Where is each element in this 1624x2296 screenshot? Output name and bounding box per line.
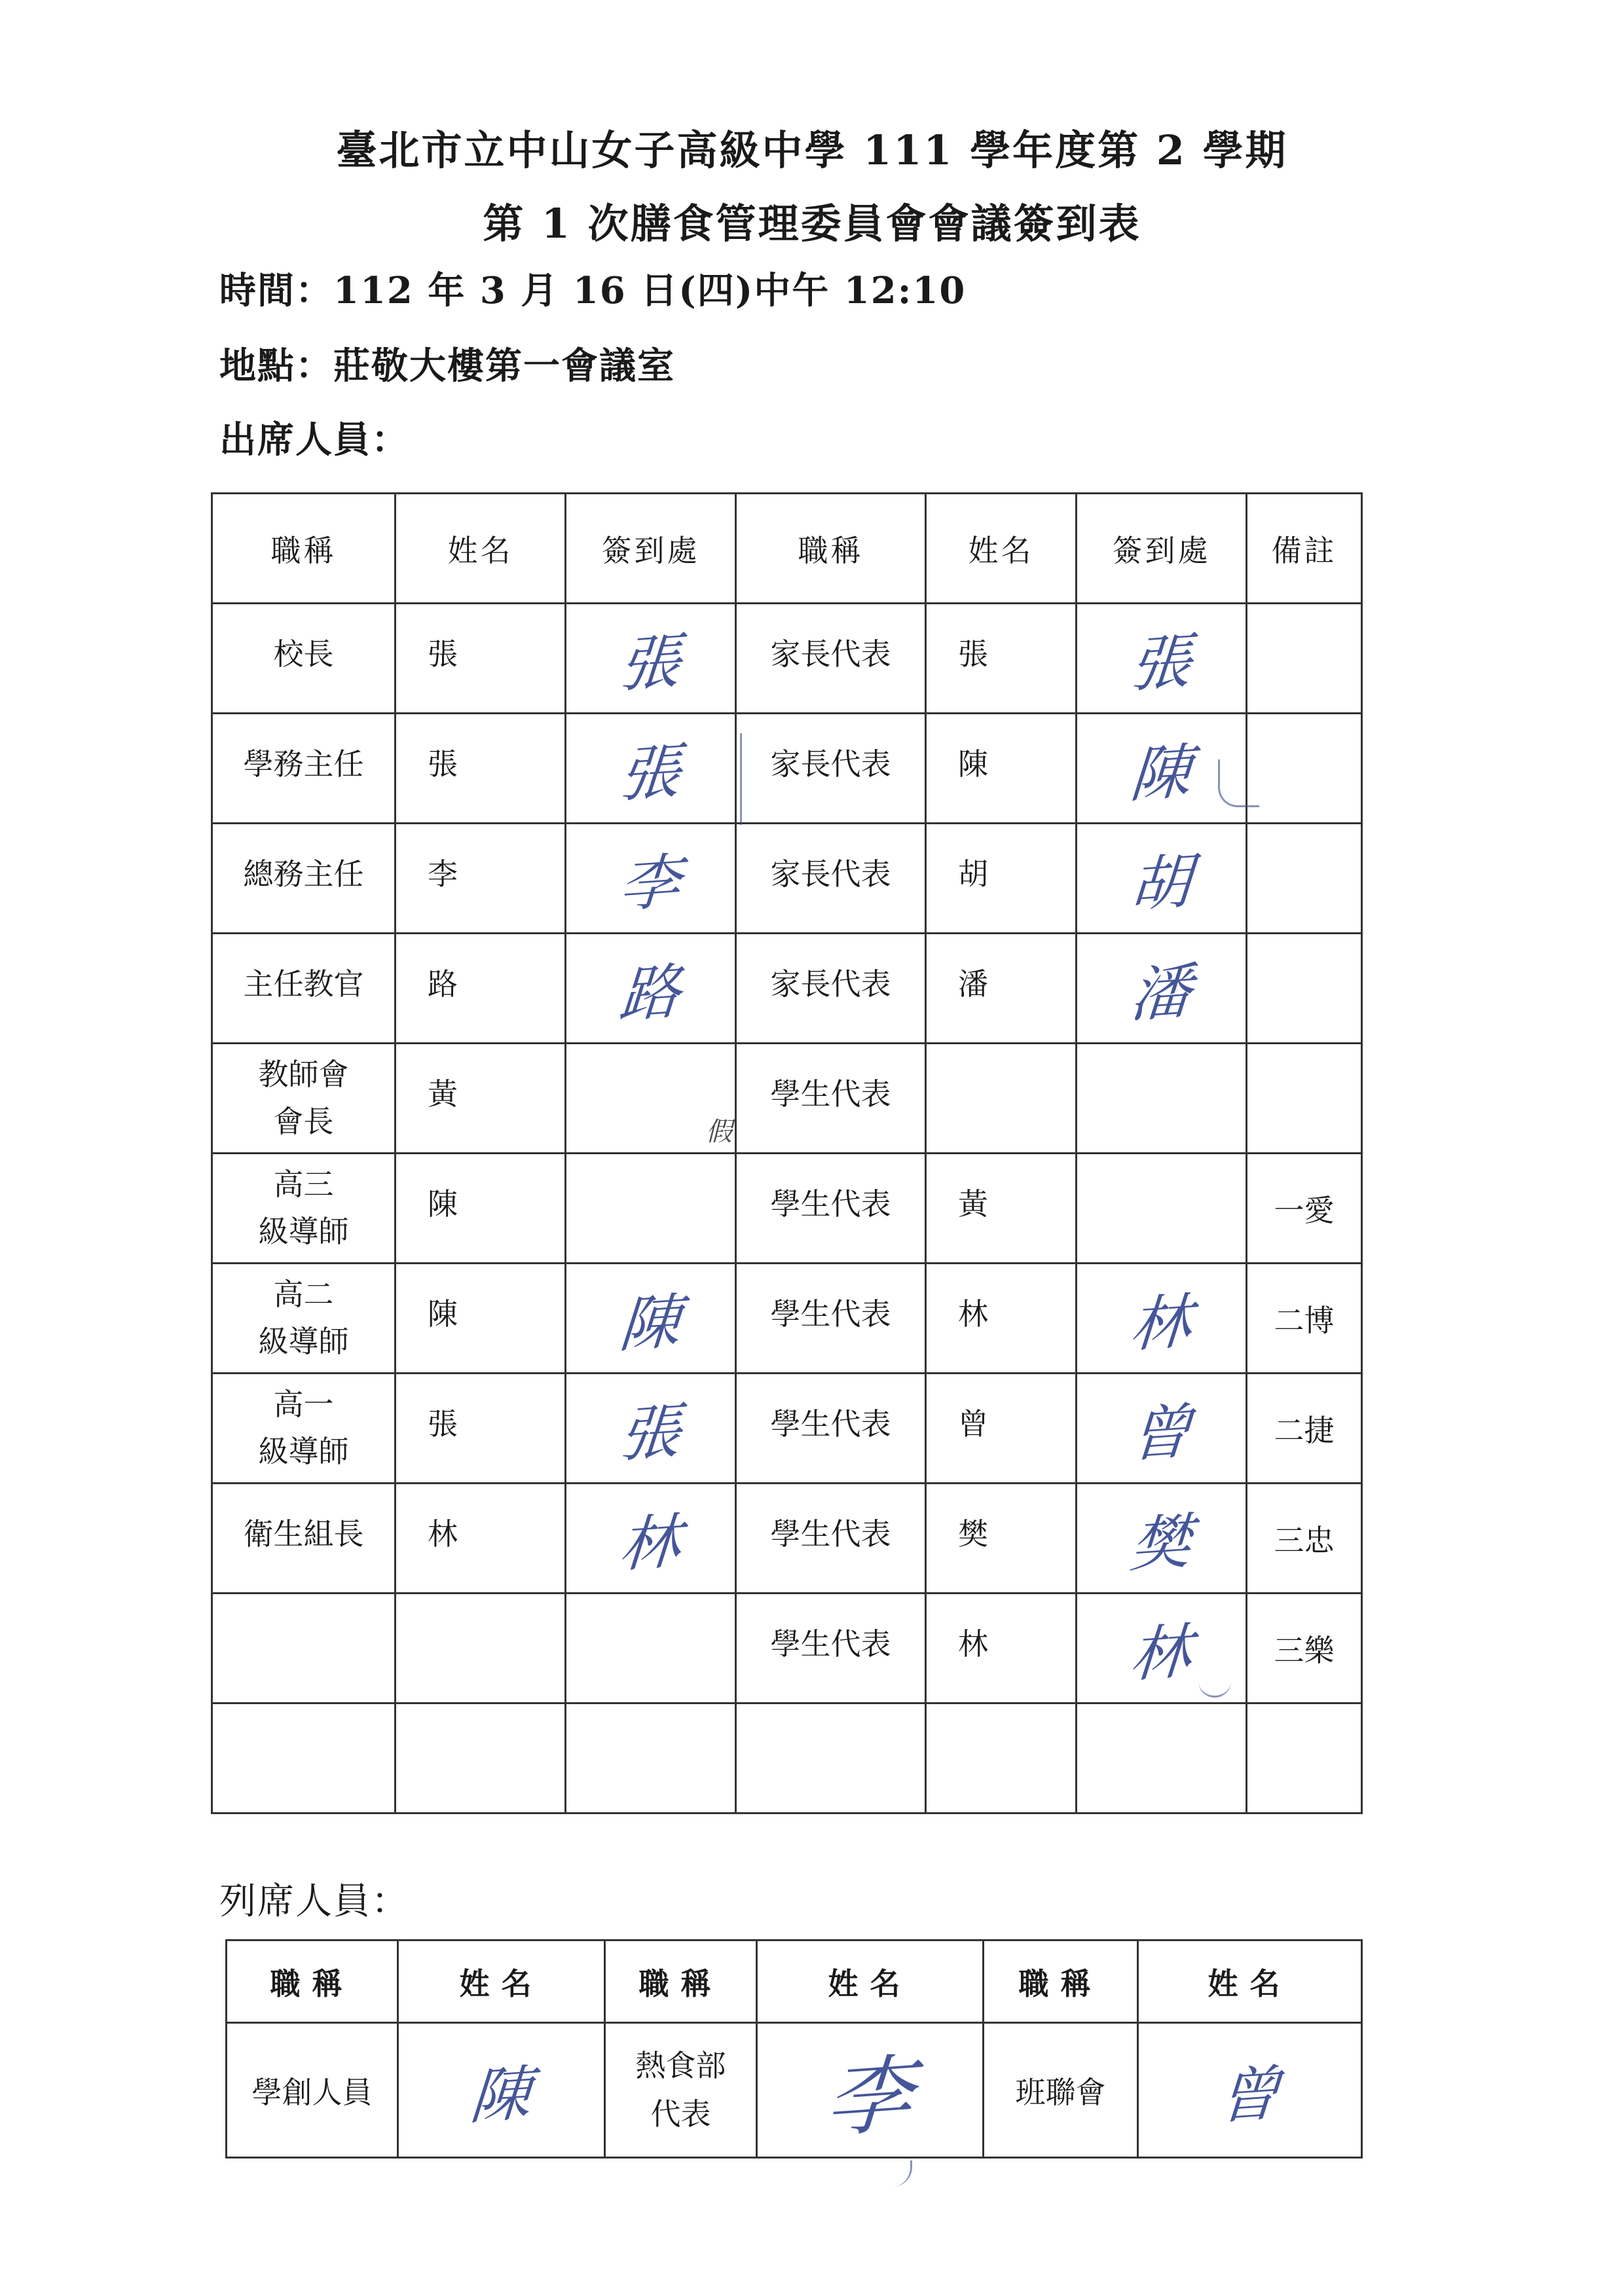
role-title: 家長代表 [736,604,926,714]
role-title: 校長 [212,604,396,714]
person-name: 黃 [396,1044,566,1154]
attendance-table [211,492,1363,1814]
role-title: 學務主任 [212,714,396,824]
handwritten-signature: 李 [822,2044,916,2150]
table-row [212,1704,1362,1813]
role-title: 學生代表 [736,1044,926,1154]
signature-cell [1077,1484,1247,1594]
handwritten-signature: 路 [617,956,684,1030]
observer-signature [1138,2023,1362,2158]
handwritten-signature: 胡 [1128,846,1194,920]
attendees-label: 出席人員： [219,418,409,462]
role-title-line: 會長 [273,1103,334,1139]
role-title-line: 高一 [273,1387,334,1423]
handwritten-signature: 假 [706,1117,732,1147]
header-title: 職稱 [212,494,396,604]
handwritten-signature: 李 [617,846,684,920]
observers-header-title: 職稱 [605,1941,757,2023]
person-name: 張 [396,714,566,824]
person-name: 陳 [926,714,1077,824]
signature-cell [566,604,736,714]
pen-mark [871,2160,912,2187]
observers-row [227,2023,1362,2158]
handwritten-signature: 張 [617,1396,684,1470]
person-name: 路 [396,934,566,1044]
signature-cell [1077,1154,1247,1264]
role-title [212,1374,396,1484]
handwritten-signature: 樊 [1128,1506,1194,1580]
signature-cell [566,1484,736,1594]
role-title-line: 級導師 [258,1213,349,1249]
person-name: 陳 [396,1264,566,1374]
signature-cell [566,714,736,824]
person-name [926,1044,1077,1154]
role-title: 學生代表 [736,1374,926,1484]
table-row [212,1594,1362,1704]
table-header-row [212,494,1362,604]
person-name: 張 [396,1374,566,1484]
table-row [212,604,1362,714]
observer-title [605,2023,757,2158]
note-cell [1247,824,1362,934]
signature-cell [1077,1044,1247,1154]
role-title: 學生代表 [736,1484,926,1594]
signature-cell [566,1594,736,1704]
signature-cell [566,1264,736,1374]
role-title: 學生代表 [736,1154,926,1264]
role-title: 主任教官 [212,934,396,1044]
person-name [926,1704,1077,1813]
observers-header-title: 職稱 [227,1941,398,2023]
role-title: 家長代表 [736,934,926,1044]
handwritten-signature: 林 [617,1506,684,1580]
role-title: 總務主任 [212,824,396,934]
signature-cell [566,1044,736,1154]
observer-signature [398,2023,605,2158]
note-cell: 二博 [1247,1264,1362,1374]
table-row [212,824,1362,934]
header-signature: 簽到處 [1077,494,1247,604]
meeting-time: 時間：112 年 3 月 16 日(四)中午 12:10 [219,269,967,312]
table-row [212,714,1362,824]
role-title [212,1704,396,1813]
person-name: 張 [926,604,1077,714]
pen-mark [1218,759,1259,807]
signature-cell [566,1374,736,1484]
observer-signature [757,2023,984,2158]
signature-cell [1077,604,1247,714]
handwritten-signature: 陳 [468,2058,534,2132]
observers-label: 列席人員： [219,1880,409,1923]
role-title [736,1704,926,1813]
header-note: 備註 [1247,494,1362,604]
note-cell: 一愛 [1247,1154,1362,1264]
observers-header-name: 姓名 [1138,1941,1362,2023]
signature-cell [1077,824,1247,934]
document-title: 臺北市立中山女子高級中學 111 學年度第 2 學期 [336,126,1288,174]
person-name: 林 [926,1264,1077,1374]
signature-cell [1077,934,1247,1044]
person-name: 林 [926,1594,1077,1704]
note-cell: 二捷 [1247,1374,1362,1484]
header-name: 姓名 [926,494,1077,604]
signature-cell [566,1154,736,1264]
role-title [212,1594,396,1704]
header-name: 姓名 [396,494,566,604]
role-title: 衛生組長 [212,1484,396,1594]
note-cell: 三樂 [1247,1594,1362,1704]
observer-title-line: 代表 [650,2096,711,2132]
signature-cell [566,1704,736,1813]
role-title-line: 教師會 [258,1057,349,1093]
person-name: 林 [396,1484,566,1594]
observers-header-name: 姓名 [757,1941,984,2023]
signature-cell [1077,1704,1247,1813]
observer-title-line: 熱食部 [635,2047,726,2083]
meeting-location: 地點：莊敬大樓第一會議室 [219,344,675,388]
person-name: 張 [396,604,566,714]
role-title: 學生代表 [736,1594,926,1704]
header-title: 職稱 [736,494,926,604]
role-title: 家長代表 [736,714,926,824]
handwritten-signature: 曾 [1216,2058,1283,2132]
person-name: 潘 [926,934,1077,1044]
role-title [212,1154,396,1264]
observers-table [225,1939,1363,2159]
pen-mark [740,733,745,825]
handwritten-signature: 曾 [1128,1396,1194,1470]
document-subtitle: 第 1 次膳食管理委員會會議簽到表 [483,200,1141,247]
role-title: 家長代表 [736,824,926,934]
observers-header-name: 姓名 [398,1941,605,2023]
handwritten-signature: 林 [1128,1616,1194,1690]
handwritten-signature: 潘 [1128,956,1194,1030]
handwritten-signature: 張 [617,626,684,701]
signature-cell [566,934,736,1044]
role-title-line: 高二 [273,1277,334,1313]
table-row [212,934,1362,1044]
signature-cell [1077,1264,1247,1374]
person-name: 李 [396,824,566,934]
table-row [212,1484,1362,1594]
signature-cell [566,824,736,934]
observers-header-row [227,1941,1362,2023]
role-title [212,1264,396,1374]
handwritten-signature: 陳 [1128,736,1194,811]
header-signature: 簽到處 [566,494,736,604]
handwritten-signature: 陳 [617,1286,684,1360]
table-row [212,1374,1362,1484]
role-title [212,1044,396,1154]
table-row [212,1044,1362,1154]
handwritten-signature: 張 [1128,626,1194,701]
observers-header-title: 職稱 [984,1941,1138,2023]
person-name: 黃 [926,1154,1077,1264]
role-title-line: 級導師 [258,1323,349,1359]
person-name: 樊 [926,1484,1077,1594]
note-cell [1247,714,1362,824]
signature-cell [1077,1374,1247,1484]
note-cell [1247,934,1362,1044]
note-cell [1247,1044,1362,1154]
note-cell: 三忠 [1247,1484,1362,1594]
person-name: 曾 [926,1374,1077,1484]
person-name: 陳 [396,1154,566,1264]
role-title: 學生代表 [736,1264,926,1374]
role-title-line: 高三 [273,1167,334,1203]
note-cell [1247,604,1362,714]
role-title-line: 級導師 [258,1433,349,1469]
observer-title: 學創人員 [227,2023,398,2158]
handwritten-signature: 林 [1128,1286,1194,1360]
handwritten-signature: 張 [617,736,684,811]
note-cell [1247,1704,1362,1813]
observer-title: 班聯會 [984,2023,1138,2158]
table-row [212,1154,1362,1264]
person-name: 胡 [926,824,1077,934]
person-name [396,1704,566,1813]
person-name [396,1594,566,1704]
table-row [212,1264,1362,1374]
